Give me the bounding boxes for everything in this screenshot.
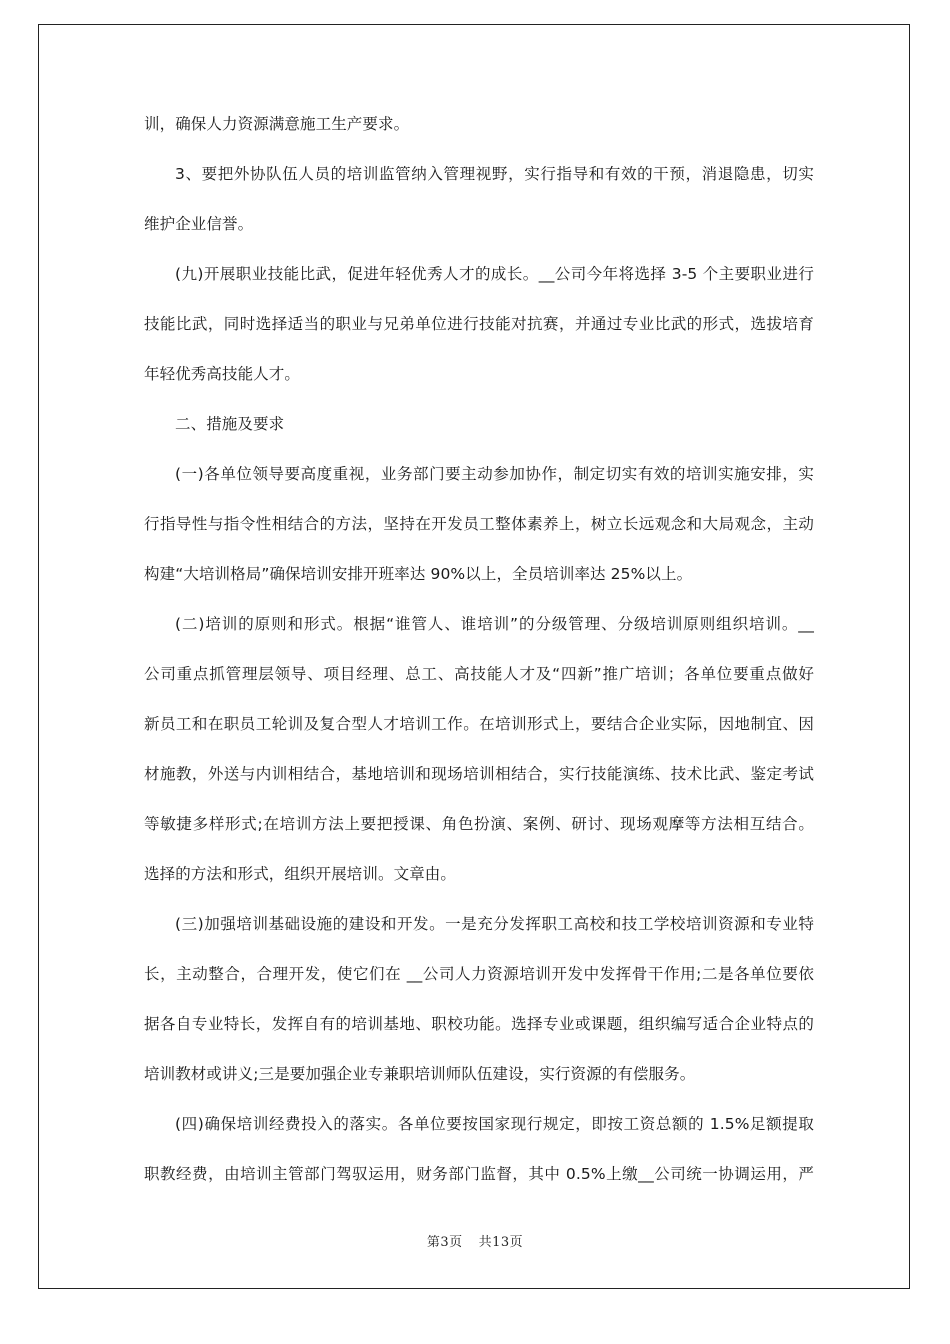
text-line: 训，确保人力资源满意施工生产要求。: [144, 115, 410, 133]
text-line: 等敏捷多样形式;在培训方法上要把授课、角色扮演、案例、研讨、现场观摩等方法相互结合。: [144, 815, 814, 833]
page-total: 共13页: [478, 1235, 524, 1250]
text-line: 维护企业信誉。: [144, 215, 254, 233]
text-line: 新员工和在职员工轮训及复合型人才培训工作。在培训形式上，要结合企业实际，因地制宜、因: [144, 715, 814, 733]
text-line: (四)确保培训经费投入的落实。各单位要按国家现行规定，即按工资总额的 1.5%足额提取: [175, 1115, 814, 1133]
text-line: 行指导性与指令性相结合的方法，坚持在开发员工整体素养上，树立长远观念和大局观念，主动: [144, 515, 814, 533]
text-line: 构建“大培训格局”确保培训安排开班率达 90%以上，全员培训率达 25%以上。: [144, 565, 693, 583]
text-line: (一)各单位领导要高度重视，业务部门要主动参加协作，制定切实有效的培训实施安排，实: [175, 465, 814, 483]
text-line: 二、措施及要求: [175, 415, 285, 433]
text-line: (二)培训的原则和形式。根据“谁管人、谁培训”的分级管理、分级培训原则组织培训。__: [175, 615, 814, 633]
text-line: 3、要把外协队伍人员的培训监管纳入管理视野，实行指导和有效的干预，消退隐患，切实: [175, 165, 814, 183]
text-line: (九)开展职业技能比武，促进年轻优秀人才的成长。__公司今年将选择 3-5 个主要职业进行: [175, 265, 814, 283]
page-number: 第3页: [426, 1235, 463, 1250]
text-line: (三)加强培训基础设施的建设和开发。一是充分发挥职工高校和技工学校培训资源和专业特: [175, 915, 814, 933]
text-line: 选择的方法和形式，组织开展培训。文章由。: [144, 865, 457, 883]
text-line: 材施教，外送与内训相结合，基地培训和现场培训相结合，实行技能演练、技术比武、鉴定考试: [144, 765, 814, 783]
text-line: 公司重点抓管理层领导、项目经理、总工、高技能人才及“四新”推广培训；各单位要重点做好: [144, 665, 814, 683]
text-line: 职教经费，由培训主管部门驾驭运用，财务部门监督，其中 0.5%上缴__公司统一协调运用，严: [144, 1165, 814, 1183]
text-line: 培训教材或讲义;三是要加强企业专兼职培训师队伍建设，实行资源的有偿服务。: [144, 1065, 696, 1083]
text-line: 年轻优秀高技能人才。: [144, 365, 301, 383]
document-body: [144, 108, 814, 1208]
text-line: 技能比武，同时选择适当的职业与兄弟单位进行技能对抗赛，并通过专业比武的形式，选拔培育: [144, 315, 814, 333]
page-footer: [0, 1231, 950, 1250]
text-line: 长，主动整合，合理开发，使它们在 __公司人力资源培训开发中发挥骨干作用;二是各单位要依: [144, 965, 814, 983]
text-line: 据各自专业特长，发挥自有的培训基地、职校功能。选择专业或课题，组织编写适合企业特点的: [144, 1015, 814, 1033]
